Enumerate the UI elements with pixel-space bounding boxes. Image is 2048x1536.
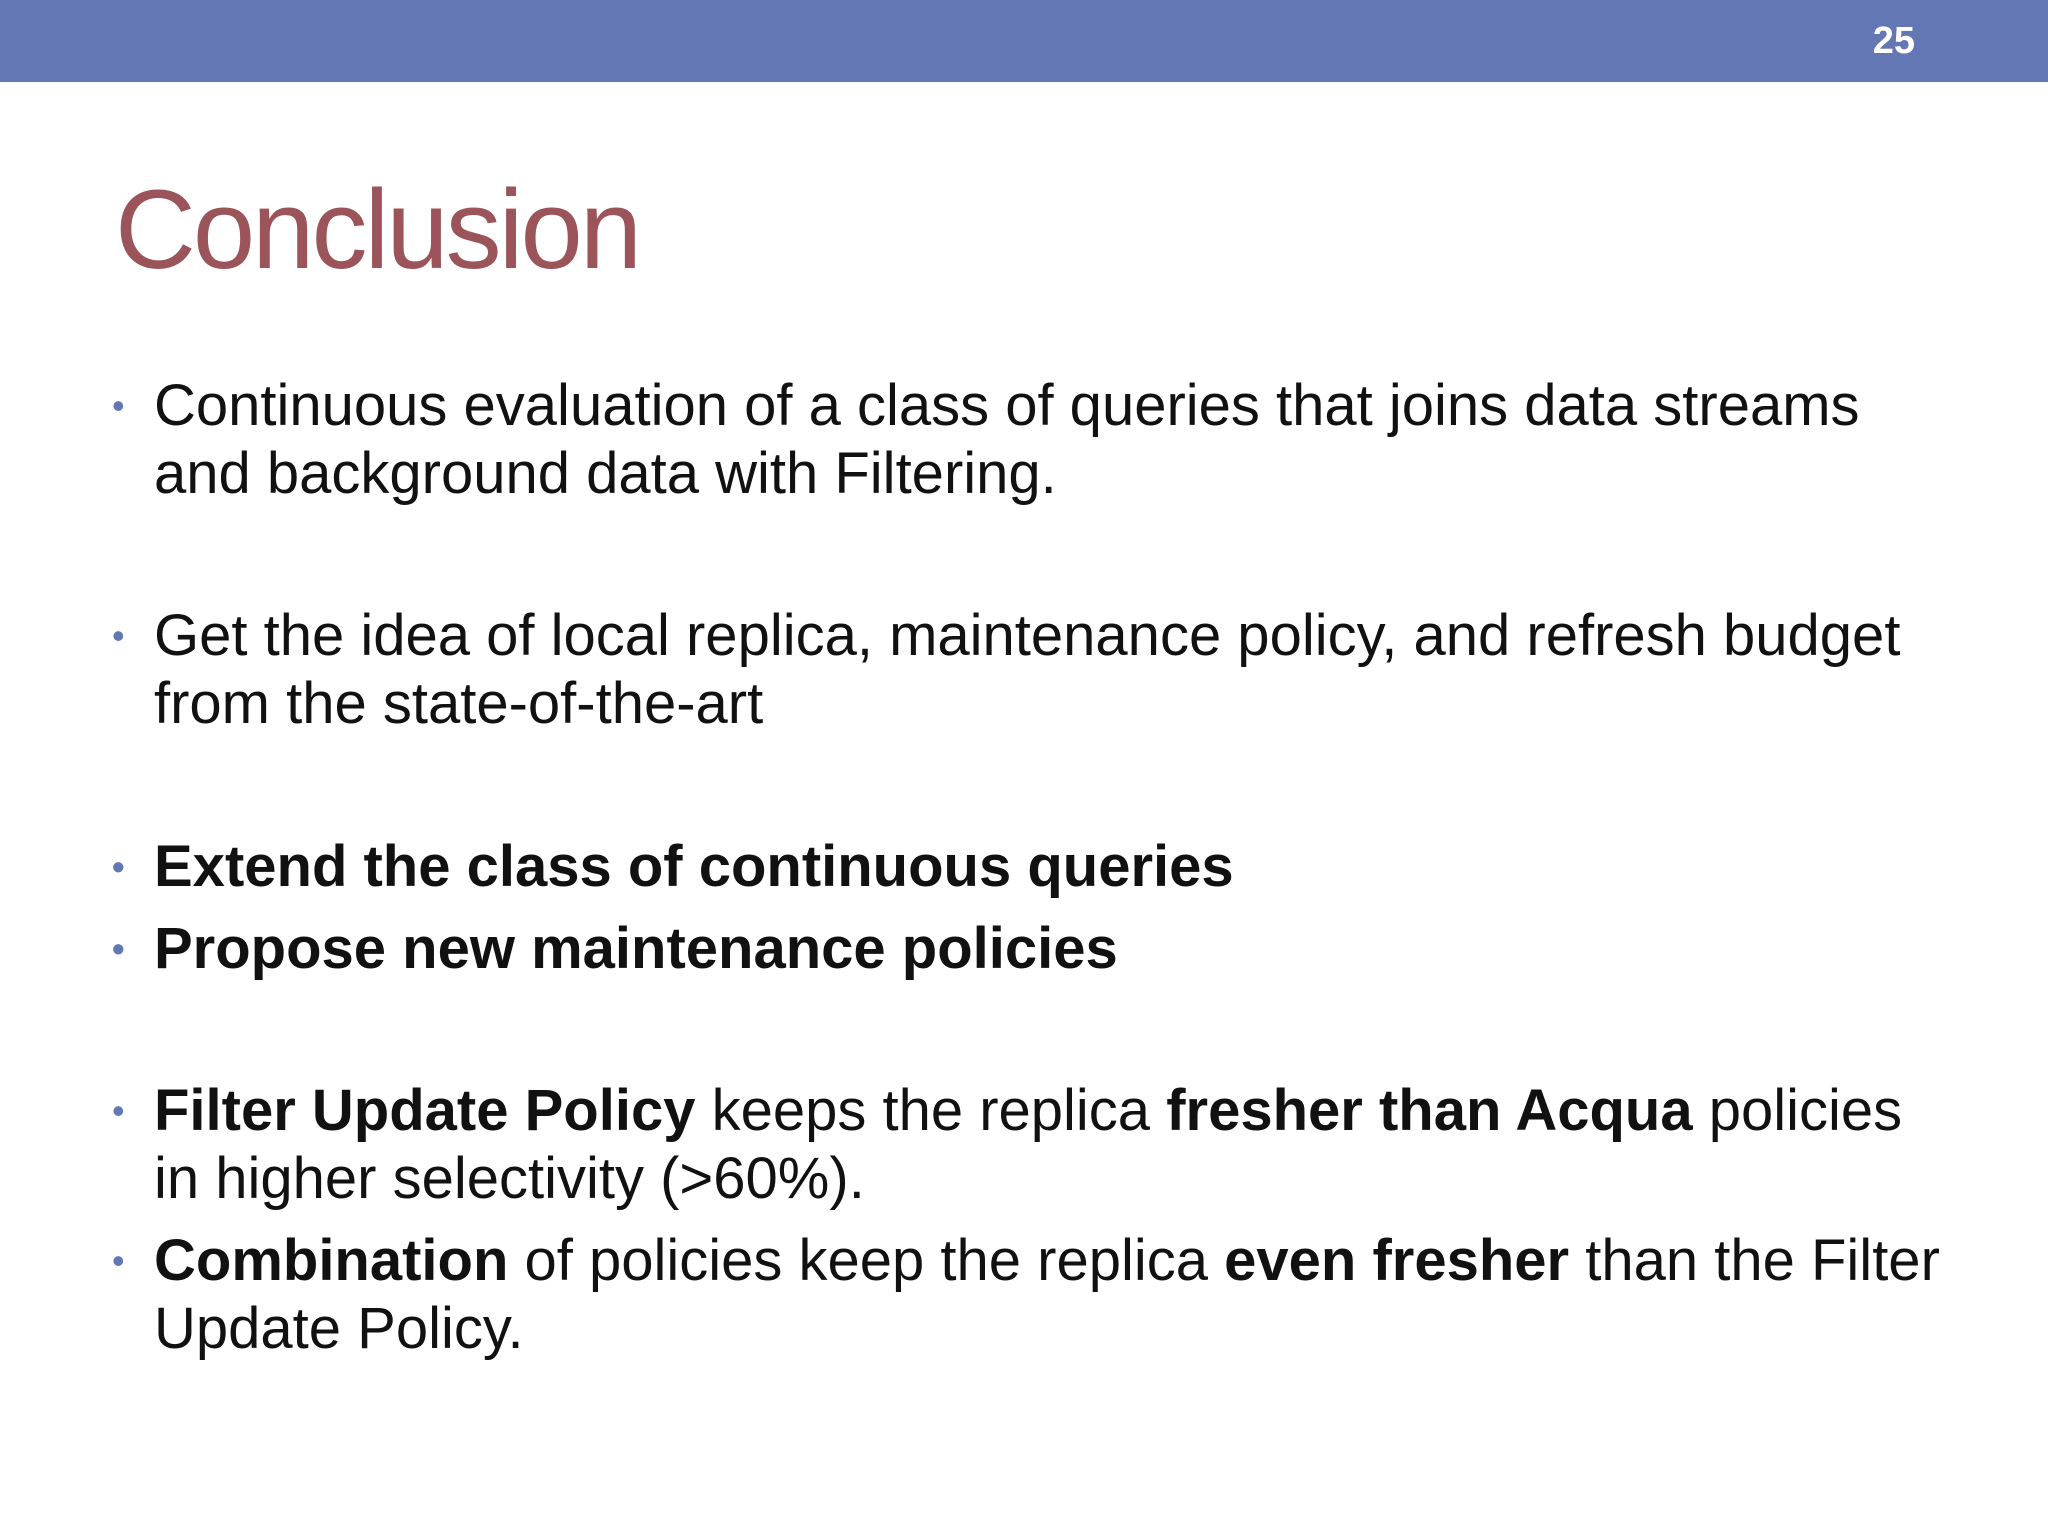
bullet-text: Continuous evaluation of a class of queries that joins data streams and background data with Filtering.	[154, 373, 1860, 506]
bullet-text: Propose new maintenance policies	[154, 916, 1118, 981]
bullet-bold-text: even fresher	[1224, 1228, 1570, 1293]
bullet-text: than the Filter Update Policy.	[154, 1228, 1940, 1361]
bullet-item-combination	[112, 1227, 1954, 1363]
bullet-dot-icon: •	[112, 615, 125, 656]
bullet-text: of policies keep the replica	[508, 1228, 1225, 1293]
bullet-dot-icon: •	[112, 846, 125, 887]
bullet-text: Extend the class of continuous queries	[154, 834, 1234, 899]
bullet-text: policies in higher selectivity (>60%).	[154, 1078, 1903, 1211]
slide-title: Conclusion	[115, 167, 640, 292]
bullet-item-propose-policies	[112, 915, 1954, 983]
slide-number: 25	[1872, 20, 1915, 62]
bullet-bold-text: Combination	[154, 1228, 509, 1293]
bullet-item-local-replica	[112, 602, 1954, 738]
bullet-item-filter-update-policy	[112, 1077, 1954, 1213]
bullet-item-extend-class	[112, 833, 1954, 901]
bullet-bold-text: fresher than Acqua	[1166, 1078, 1693, 1143]
bullet-text: keeps the replica	[695, 1078, 1167, 1143]
bullet-dot-icon: •	[112, 1090, 125, 1131]
bullet-dot-icon: •	[112, 928, 125, 969]
bullet-bold-text: Filter Update Policy	[154, 1078, 696, 1143]
bullet-item-continuous-evaluation	[112, 372, 1954, 508]
bullet-text: Get the idea of local replica, maintenance policy, and refresh budget from the state-of-the-art	[154, 603, 1901, 736]
bullet-dot-icon: •	[112, 1240, 125, 1281]
bullet-dot-icon: •	[112, 385, 125, 426]
